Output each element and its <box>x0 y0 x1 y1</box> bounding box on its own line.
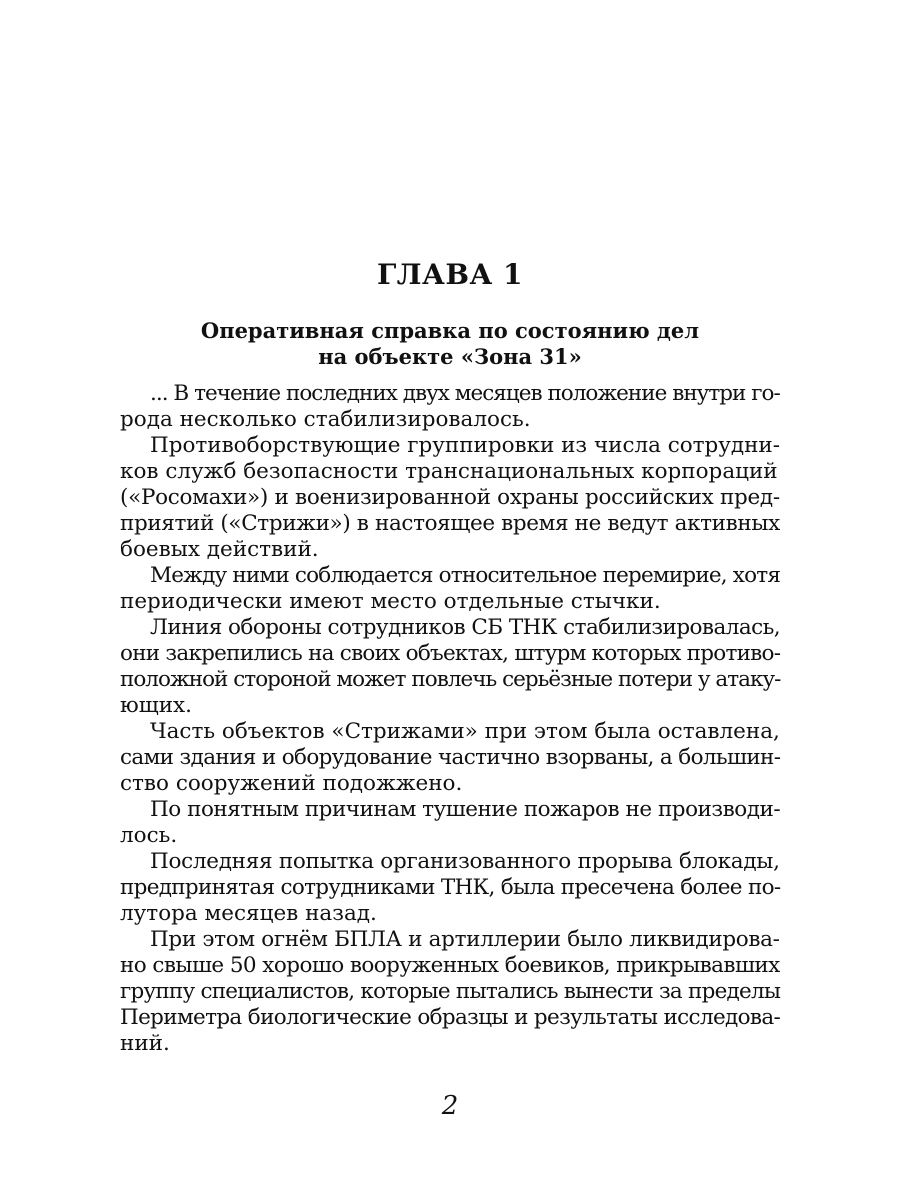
text-line: боевых действий. <box>120 537 319 562</box>
paragraph <box>120 797 780 849</box>
text-line: предпринятая сотрудниками ТНК, была пресечена более по- <box>120 875 781 900</box>
text-line: группу специалистов, которые пытались вынести за пределы <box>120 979 781 1004</box>
subtitle-line: на объекте «Зона 31» <box>318 344 582 369</box>
text-line: но свыше 50 хорошо вооруженных боевиков, прикрывавших <box>120 953 780 978</box>
text-line: По понятным причинам тушение пожаров не производи- <box>150 797 781 822</box>
paragraph <box>120 719 780 797</box>
text-line: ... В течение последних двух месяцев положение внутри го- <box>150 381 780 406</box>
chapter-title: ГЛАВА 1 <box>376 258 524 291</box>
paragraph <box>120 615 780 719</box>
text-line: Между ними соблюдается относительное перемирие, хотя <box>150 563 781 588</box>
body-text <box>120 381 780 1057</box>
text-line: они закрепились на своих объектах, штурм которых противо- <box>120 641 781 666</box>
text-line: («Росомахи») и военизированной охраны российских пред- <box>120 485 780 510</box>
text-line: ков служб безопасности транснациональных корпораций <box>120 459 778 484</box>
text-line: ющих. <box>120 693 192 718</box>
text-line: Линия обороны сотрудников СБ ТНК стабилизировалась, <box>150 615 781 640</box>
paragraph <box>120 927 780 1057</box>
text-line: Периметра биологические образцы и результаты исследова- <box>120 1005 781 1030</box>
paragraph <box>120 381 780 433</box>
text-line: периодически имеют место отдельные стычки. <box>120 589 661 614</box>
text-line: лутора месяцев назад. <box>120 901 377 926</box>
text-line: ство сооружений подожжено. <box>120 771 463 796</box>
paragraph <box>120 563 780 615</box>
text-line: При этом огнём БПЛА и артиллерии было ликвидирова- <box>150 927 780 952</box>
text-line: лось. <box>120 823 178 848</box>
paragraph <box>120 433 780 563</box>
chapter-subtitle <box>0 318 900 370</box>
subtitle-line: Оперативная справка по состоянию дел <box>200 318 700 343</box>
text-line: Часть объектов «Стрижами» при этом была оставлена, <box>150 719 780 744</box>
paragraph <box>120 849 780 927</box>
text-line: рода несколько стабилизировалось. <box>120 407 531 432</box>
text-line: сами здания и оборудование частично взорваны, а большин- <box>120 745 781 770</box>
text-line: Последняя попытка организованного прорыва блокады, <box>150 849 780 874</box>
text-line: Противоборствующие группировки из числа сотрудни- <box>150 433 780 458</box>
page-number: 2 <box>441 1091 459 1121</box>
text-line: ний. <box>120 1031 170 1056</box>
text-line: положной стороной может повлечь серьёзные потери у атаку- <box>120 667 781 692</box>
text-line: приятий («Стрижи») в настоящее время не ведут активных <box>120 511 780 536</box>
